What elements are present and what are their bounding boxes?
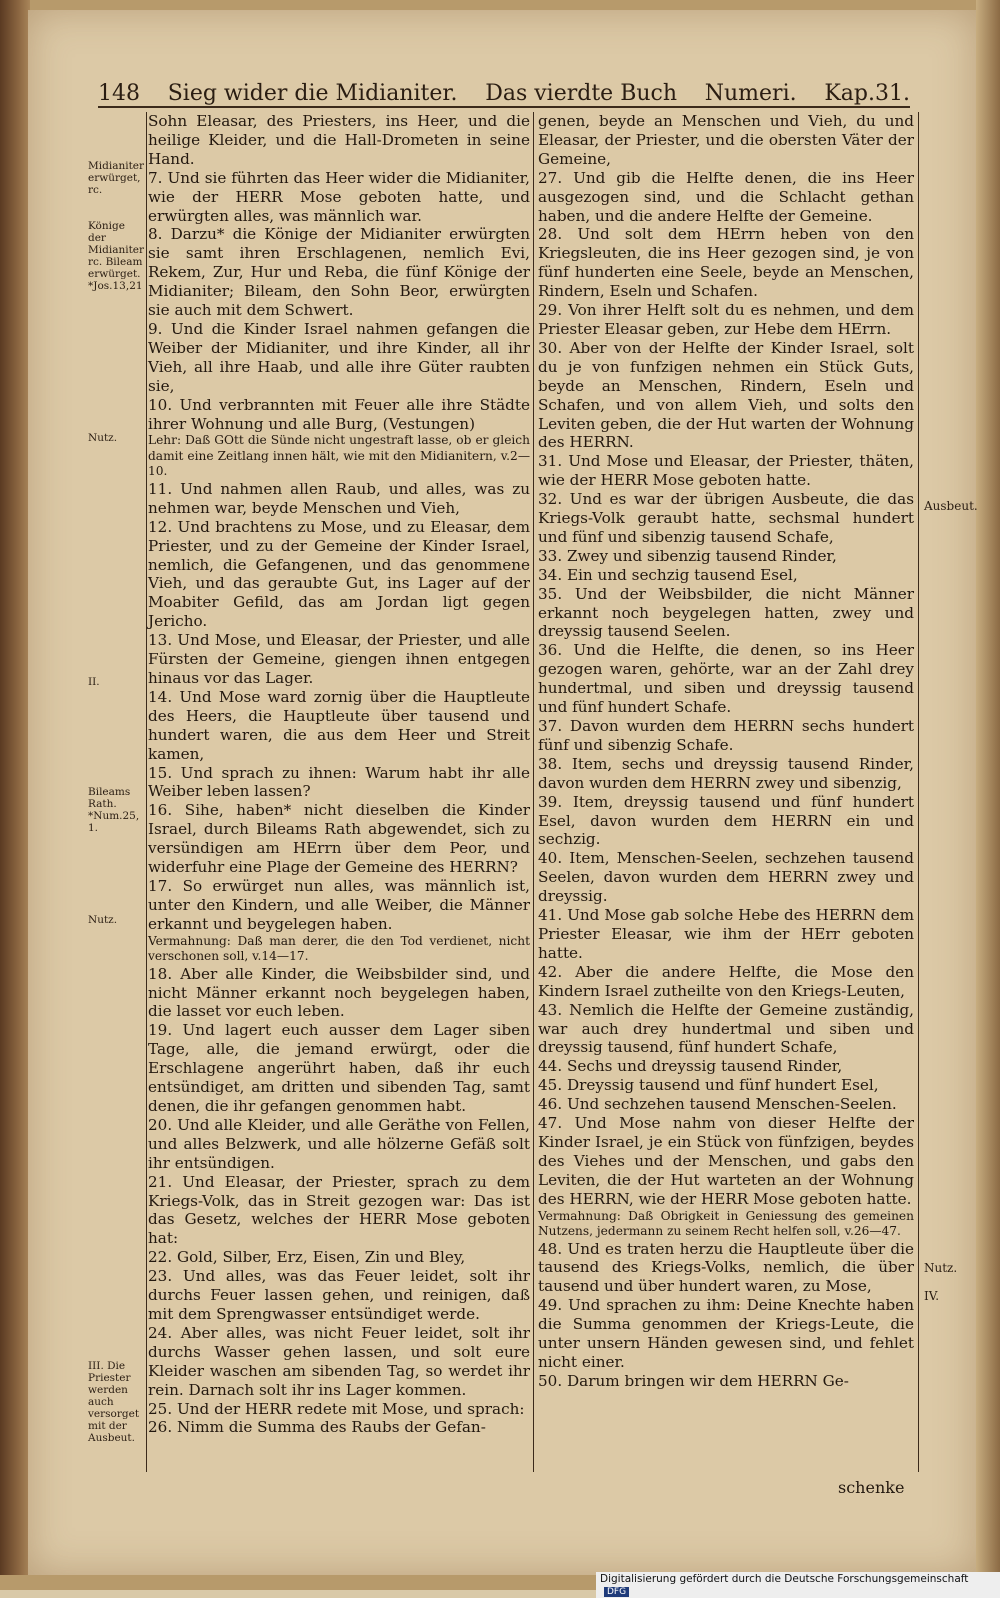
verse-paragraph: 33. Zwey und sibenzig tausend Rinder,: [538, 546, 837, 565]
page-number: 148: [98, 81, 140, 106]
verse-paragraph: 27. Und gib die Helfte denen, die ins Heer ausgezogen sind, und die Schlacht gethan haben, und die andere Helfte der Gemeine.: [538, 168, 914, 225]
verse-paragraph: 14. Und Mose ward zornig über die Hauptleute des Heers, die Hauptleute über tausend und hundert waren, die aus dem Heer und Streit kamen,: [148, 687, 530, 763]
running-header: [98, 78, 910, 108]
verse-paragraph: 18. Aber alle Kinder, die Weibsbilder sind, und nicht Männer erkannt noch beygelegen haben, die lasset vor euch leben.: [148, 964, 530, 1021]
verse-paragraph: 43. Nemlich die Helfte der Gemeine zuständig, war auch drey hundertmal und siben und dreyssig tausend, fünf hundert Schafe,: [538, 1000, 914, 1057]
column-rule-middle: [533, 112, 534, 1472]
book-title: Das vierdte Buch: [485, 81, 678, 106]
catchword: schenke: [838, 1478, 905, 1497]
text-column-left: [148, 112, 530, 1437]
verse-paragraph: 38. Item, sechs und dreyssig tausend Rinder, davon wurden dem HERRN zwey und sibenzig,: [538, 754, 914, 792]
page-edge: [976, 0, 1000, 1590]
book-binding: [0, 0, 30, 1575]
verse-paragraph: Vermahnung: Daß Obrigkeit in Geniessung des gemeinen Nutzens, jedermann zu seinem Recht helfen soll, v.26—47.: [538, 1208, 914, 1239]
verse-paragraph: 49. Und sprachen zu ihm: Deine Knechte haben die Summa genommen der Kriegs-Leute, die unter unsern Händen gewesen sind, und fehlet nicht einer.: [538, 1296, 914, 1371]
margin-note: Könige der Midianiter rc. Bileam erwürget. *Jos.13,21: [88, 220, 145, 292]
margin-note: IV.: [924, 1289, 940, 1303]
verse-paragraph: 22. Gold, Silber, Erz, Eisen, Zin und Bley,: [148, 1248, 466, 1267]
verse-paragraph: 12. Und brachtens zu Mose, und zu Eleasar, dem Priester, und zu der Gemeine der Kinder Israel, nemlich, die Gefangenen, und das genommene Vieh, und das geraubte Gut, ins Lager auf der Moabiter Gefild, das am Jordan ligt gegen Jericho.: [148, 517, 530, 631]
margin-note: Bileams Rath. *Num.25, 1.: [88, 786, 140, 834]
chapter-label: Kap.31.: [824, 81, 910, 106]
verse-paragraph: 21. Und Eleasar, der Priester, sprach zu dem Kriegs-Volk, das in Streit gezogen war: Das ist das Gesetz, welches der HERR Mose geboten hat:: [148, 1172, 530, 1248]
verse-paragraph: 24. Aber alles, was nicht Feuer leidet, solt ihr durchs Wasser gehen lassen, und solt eure Kleider waschen am sibenden Tag, so werdet ihr rein. Darnach solt ihr ins Lager kommen.: [148, 1323, 530, 1399]
verse-paragraph: 13. Und Mose, und Eleasar, der Priester, und alle Fürsten der Gemeine, giengen ihnen entgegen hinaus vor das Lager.: [148, 631, 530, 687]
text-column-right: [538, 112, 914, 1391]
verse-paragraph: 19. Und lagert euch ausser dem Lager siben Tage, alle, die jemand erwürgt, oder die Erschlagene angerührt haben, daß ihr euch entsündiget, am dritten und sibenden Tag, samt denen, die ihr gefangen genommen habt.: [148, 1021, 530, 1115]
verse-paragraph: 28. Und solt dem HErrn heben von den Kriegsleuten, die ins Heer gezogen sind, je von fünf hunderten eine Seele, beyde an Menschen, Rindern, Eseln und Schafen.: [538, 225, 914, 301]
verse-paragraph: 44. Sechs und dreyssig tausend Rinder,: [538, 1057, 843, 1076]
verse-paragraph: 25. Und der HERR redete mit Mose, und sprach:: [148, 1399, 525, 1418]
running-title: Sieg wider die Midianiter.: [167, 81, 458, 106]
margin-note: Midianiter erwürget, rc.: [88, 160, 145, 196]
column-rule-left: [146, 112, 147, 1472]
verse-paragraph: 35. Und der Weibsbilder, die nicht Männer erkannt noch beygelegen hatten, zwey und dreyssig tausend Seelen.: [538, 584, 914, 641]
verse-paragraph: 50. Darum bringen wir dem HERRN Ge-: [538, 1371, 849, 1390]
margin-note: II.: [88, 676, 100, 688]
verse-paragraph: Sohn Eleasar, des Priesters, ins Heer, und die heilige Kleider, und die Hall-Drometen in seine Hand.: [148, 112, 530, 168]
margin-note: Nutz.: [88, 432, 118, 444]
verse-paragraph: 29. Von ihrer Helft solt du es nehmen, und dem Priester Eleasar geben, zur Hebe dem HErrn.: [538, 301, 914, 338]
verse-paragraph: 45. Dreyssig tausend und fünf hundert Esel,: [538, 1076, 879, 1095]
verse-paragraph: 23. Und alles, was das Feuer leidet, solt ihr durchs Feuer lassen gehen, und reinigen, daß mit dem Sprengwasser entsündiget werde.: [148, 1267, 530, 1323]
verse-paragraph: 46. Und sechzehen tausend Menschen-Seelen.: [538, 1095, 897, 1114]
book-name: Numeri.: [704, 81, 797, 106]
verse-paragraph: Vermahnung: Daß man derer, die den Tod verdienet, nicht verschonen soll, v.14—17.: [148, 933, 530, 964]
verse-paragraph: 37. Davon wurden dem HERRN sechs hundert fünf und sibenzig Schafe.: [538, 717, 914, 754]
digitization-credit: [596, 1572, 1000, 1598]
verse-paragraph: 39. Item, dreyssig tausend und fünf hundert Esel, davon wurden dem HERRN ein und sechzig.: [538, 792, 914, 849]
verse-paragraph: 11. Und nahmen allen Raub, und alles, was zu nehmen war, beyde Menschen und Vieh,: [148, 479, 530, 517]
verse-paragraph: 20. Und alle Kleider, und alle Geräthe von Fellen, und alles Belzwerk, und alle hölzerne Gefäß solt ihr entsündigen.: [148, 1115, 530, 1172]
margin-note: Nutz.: [88, 914, 118, 926]
verse-paragraph: 41. Und Mose gab solche Hebe des HERRN dem Priester Eleasar, wie ihm der HErr geboten hatte.: [538, 906, 914, 962]
credit-text: Digitalisierung gefördert durch die Deutsche Forschungsgemeinschaft: [600, 1573, 969, 1585]
verse-paragraph: 40. Item, Menschen-Seelen, sechzehen tausend Seelen, davon wurden dem HERRN zwey und dreyssig.: [538, 849, 914, 906]
column-rule-right: [918, 112, 919, 1472]
verse-paragraph: 7. Und sie führten das Heer wider die Midianiter, wie der HERR Mose geboten hatte, und erwürgten alles, was männlich war.: [148, 168, 530, 225]
verse-paragraph: 36. Und die Helfte, die denen, so ins Heer gezogen waren, gehörte, war an der Zahl drey hundertmal, und siben und dreyssig tausend und fünf hundert Schafe.: [538, 641, 914, 717]
dfg-logo: DFG: [604, 1587, 629, 1597]
verse-paragraph: genen, beyde an Menschen und Vieh, du und Eleasar, der Priester, und die obersten Väter der Gemeine,: [538, 112, 914, 168]
verse-paragraph: 48. Und es traten herzu die Hauptleute über die tausend des Kriegs-Volks, nemlich, die über tausend und über hundert waren, zu Mose,: [538, 1239, 914, 1296]
verse-paragraph: 42. Aber die andere Helfte, die Mose den Kindern Israel zutheilte von den Kriegs-Leuten,: [538, 962, 914, 1000]
verse-paragraph: 30. Aber von der Helfte der Kinder Israel, solt du je von funfzigen nehmen ein Stück Guts, beyde an Menschen, Rindern, Eseln und Schafen, und von allem Vieh, und solts den Leviten geben, die der Hut warten der Wohnung des HERRN.: [538, 338, 914, 452]
verse-paragraph: 34. Ein und sechzig tausend Esel,: [538, 565, 798, 584]
margin-note: Nutz.: [924, 1261, 958, 1275]
verse-paragraph: 32. Und es war der übrigen Ausbeute, die das Kriegs-Volk geraubt hatte, sechsmal hundert und fünf und sibenzig tausend Schafe,: [538, 490, 914, 546]
verse-paragraph: Lehr: Daß GOtt die Sünde nicht ungestraft lasse, ob er gleich damit eine Zeitlang innen hält, wie mit den Midianitern, v.2—10.: [148, 433, 530, 479]
verse-paragraph: 31. Und Mose und Eleasar, der Priester, thäten, wie der HERR Mose geboten hatte.: [538, 452, 914, 490]
verse-paragraph: 9. Und die Kinder Israel nahmen gefangen die Weiber der Midianiter, und ihre Kinder, all ihr Vieh, all ihre Haab, und alle ihre Güter raubten sie,: [148, 319, 530, 395]
verse-paragraph: 26. Nimm die Summa des Raubs der Gefan-: [148, 1418, 486, 1437]
verse-paragraph: 16. Sihe, haben* nicht dieselben die Kinder Israel, durch Bileams Rath abgewendet, sich zu versündigen am HErrn über dem Peor, und widerfuhr eine Plage der Gemeine des HERRN?: [148, 801, 530, 877]
verse-paragraph: 47. Und Mose nahm von dieser Helfte der Kinder Israel, je ein Stück von fünfzigen, beydes des Viehes und der Menschen, und gabs den Leviten, die der Hut warteten an der Wohnung des HERRN, wie der HERR Mose geboten hatte.: [538, 1114, 914, 1208]
verse-paragraph: 17. So erwürget nun alles, was männlich ist, unter den Kindern, und alle Weiber, die Männer erkannt und beygelegen haben.: [148, 876, 530, 933]
margin-note: Ausbeut.: [924, 499, 978, 513]
verse-paragraph: 8. Darzu* die Könige der Midianiter erwürgten sie samt ihren Erschlagenen, nemlich Evi, Rekem, Zur, Hur und Reba, die fünf Könige der Midianiter; Bileam, den Sohn Beor, erwürgten sie auch mit dem Schwert.: [148, 225, 530, 320]
margin-note: III. Die Priester werden auch versorget mit der Ausbeut.: [88, 1360, 140, 1444]
verse-paragraph: 15. Und sprach zu ihnen: Warum habt ihr alle Weiber leben lassen?: [148, 763, 530, 801]
verse-paragraph: 10. Und verbrannten mit Feuer alle ihre Städte ihrer Wohnung und alle Burg, (Vestungen): [148, 395, 530, 433]
